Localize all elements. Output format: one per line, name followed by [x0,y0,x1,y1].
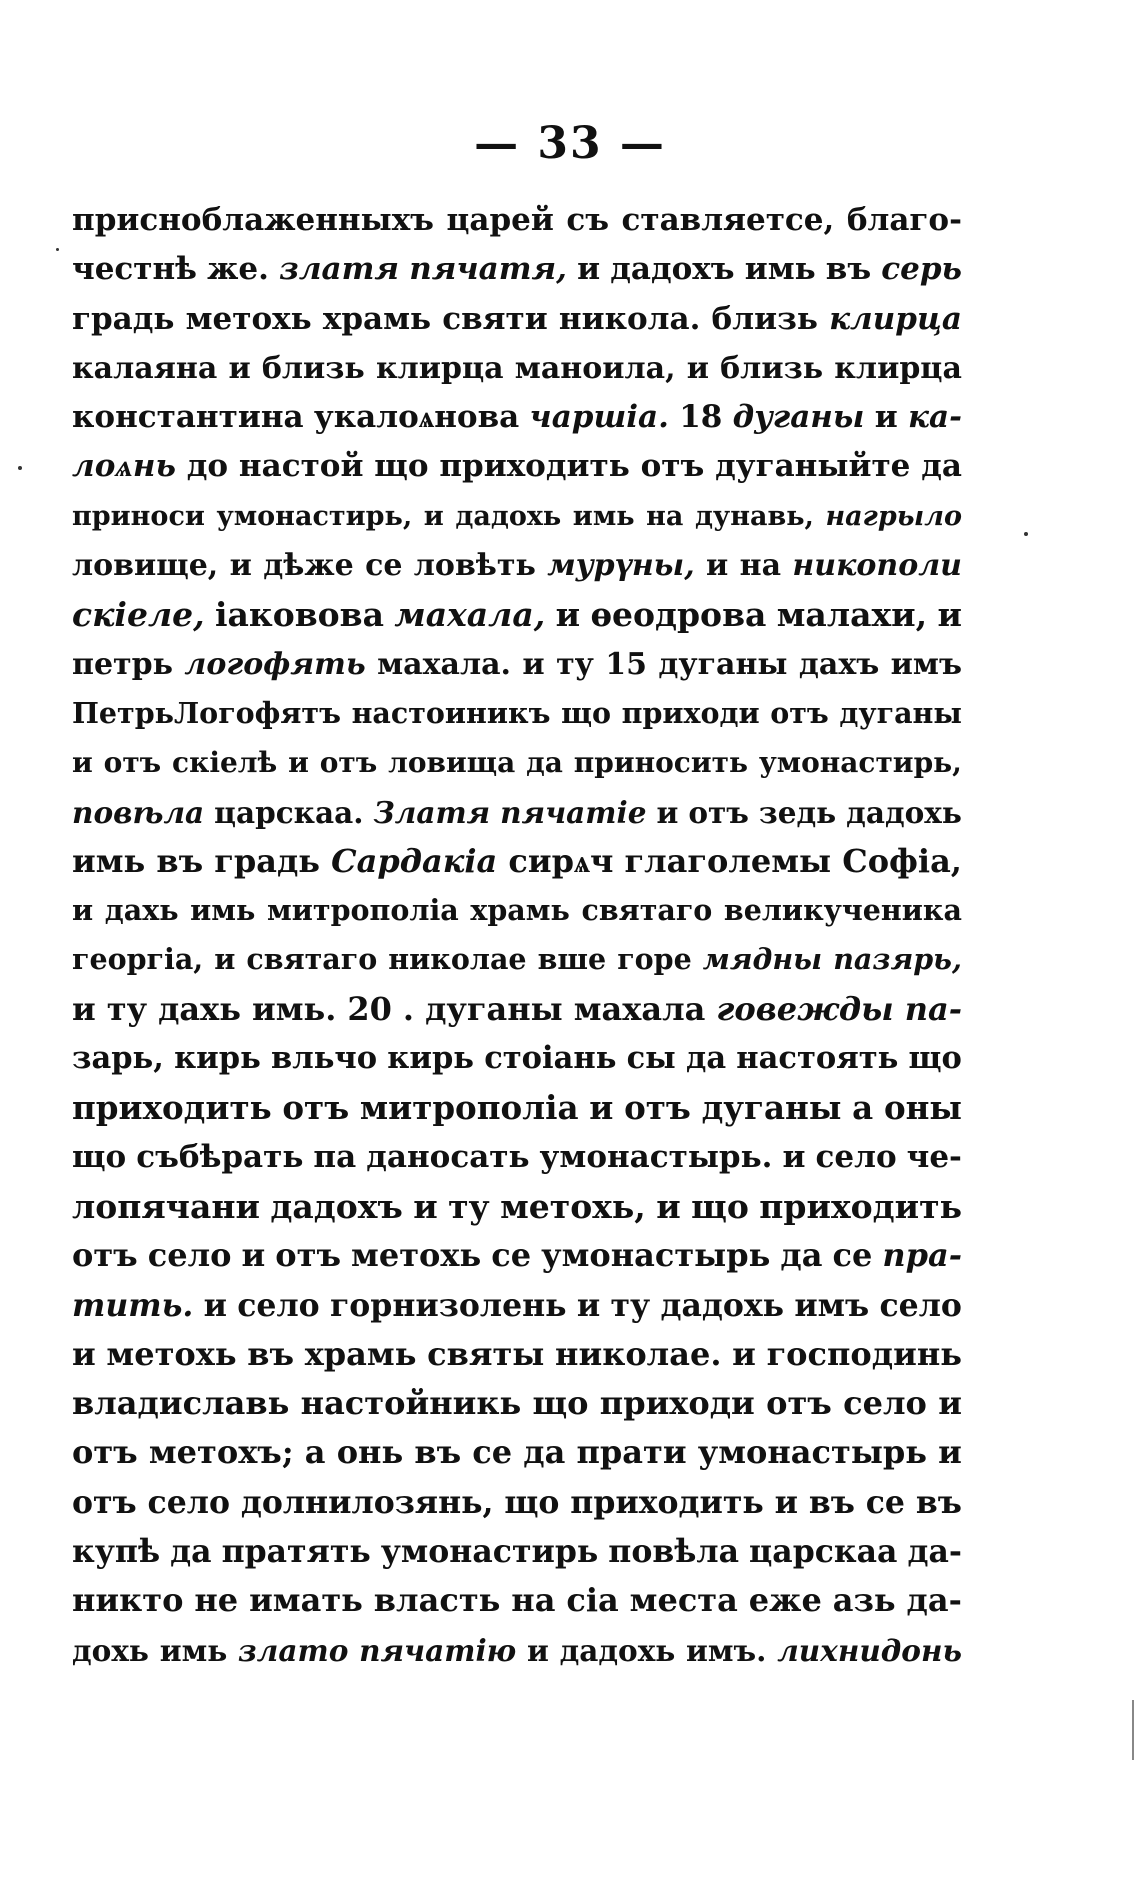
word: що [691,1186,749,1226]
word: зедь [758,794,837,830]
word: купѣ [72,1533,161,1571]
ink-speck [18,466,22,470]
word: 20 [347,989,392,1028]
word: дуганы [658,646,788,682]
word: имь [744,251,816,288]
text-line [72,344,962,393]
word: а [852,1088,874,1128]
word: село [843,1384,927,1423]
word: близь [720,350,824,386]
word: приходи [621,695,760,730]
text-line [72,1034,962,1083]
word: умонастырь [697,1433,927,1472]
word: имъ. [686,1632,767,1668]
word: горе [617,942,692,977]
word: никола. [558,300,701,337]
italic-word: злато [237,1632,349,1668]
word: отъ [688,794,749,830]
word: метохъ; [148,1433,294,1472]
word: и [656,1186,681,1226]
text-line [72,985,962,1034]
italic-word: мядны [702,942,823,977]
text-line [72,886,962,935]
word: да [921,448,962,485]
word: се [491,1236,532,1275]
word: оны [883,1088,962,1128]
word: малахи, [776,595,928,635]
word: до [186,448,229,485]
word: се [365,548,403,584]
word: близь [711,300,818,337]
word: село [237,1286,320,1324]
page-number: — 33 — [474,118,666,169]
word: дадохъ [270,1186,403,1226]
word: и [732,1334,756,1373]
word: и [72,893,94,928]
word: и [522,646,545,682]
word: вльчо [271,1040,378,1077]
text-line [72,1379,962,1428]
word: честнѣ [72,251,197,288]
text-line [72,393,962,442]
word: святаго [246,942,378,977]
word: ловѣть [413,548,536,584]
text-line [72,1182,962,1231]
word: градь [214,841,321,880]
word: умонастирь, [758,746,962,780]
text-line [72,1527,962,1576]
word: дадохъ [610,251,735,288]
word: дуганы [839,695,962,730]
word: въ [825,251,872,288]
italic-word: скiеле, [72,595,205,635]
word: въ [414,1433,462,1472]
text-line [72,1626,962,1675]
word: махала. [377,646,511,682]
word: дадохь [559,1632,676,1668]
word: и [555,595,581,635]
italic-word: лоѧнь [72,448,176,485]
word: имь [72,841,146,880]
italic-word: клирца [829,300,962,337]
word: ту [106,989,148,1028]
word: и [229,548,252,584]
text-line [72,590,962,639]
word: калаяна [72,350,218,386]
italic-word: пазярь, [833,942,962,977]
text-line [72,1231,962,1280]
word: и [214,942,236,977]
italic-word: пячатiю [359,1632,517,1668]
word: укалоѧнова [313,399,520,436]
text-line [72,640,962,689]
word: онь [336,1433,404,1472]
text-line [72,788,962,837]
word: да [685,1040,727,1077]
word: и [72,989,96,1028]
word: царскаа. [214,794,364,830]
text-line [72,1133,962,1182]
word: отъ [624,1088,691,1128]
word: лопячани [72,1186,260,1226]
word: дахъ [798,646,880,682]
word: приходить [570,1483,764,1521]
word: не [194,1581,239,1620]
word: отъ [275,1236,342,1275]
word: Софiа, [842,841,962,880]
word: горнизолень [329,1286,567,1324]
word: благо- [846,202,962,238]
italic-word: тить. [72,1286,194,1324]
body-text [72,196,962,1675]
italic-word: пра- [882,1236,962,1275]
word: градь [72,300,175,337]
word: и [288,746,309,780]
word: клирца [834,350,962,386]
word: скiелѣ [172,746,278,780]
word: великученика [723,893,962,928]
word: и [874,399,898,436]
word: приходить [72,1088,272,1128]
word: дуганы [701,1088,842,1128]
word: повѣла [608,1533,739,1571]
word: умонастырь [541,1236,771,1275]
word: власть [373,1581,501,1620]
word: сирѧч [508,841,614,880]
word: же. [207,251,269,288]
word: метохь [351,1236,482,1275]
word: и [938,1384,962,1423]
italic-word: серь [881,251,962,288]
word: и [774,1483,798,1521]
word: дахь [158,989,241,1028]
word: и [577,251,601,288]
word: сы [626,1040,676,1077]
word: . [402,989,415,1028]
word: настоять [736,1040,899,1077]
text-line [72,295,962,344]
word: приходить [439,448,630,485]
word: на [646,500,684,532]
word: и [706,548,729,584]
word: умонастырь. [539,1138,773,1175]
text-line [72,541,962,590]
word: близь [261,350,365,386]
word: даносать [366,1138,530,1175]
word: имь. [251,989,337,1028]
word: 18 [679,399,723,436]
word: ловища [388,746,516,780]
word: дадохь [455,500,562,532]
word: дунавь, [694,500,814,532]
word: и [72,1334,96,1373]
word: и [526,1632,549,1668]
word: село [147,1236,232,1275]
word: святы [427,1334,545,1373]
word: що [504,1483,560,1521]
word: ловище, [72,548,219,584]
word: прати [576,1433,687,1472]
word: и [203,1286,227,1324]
word: дуганыйте [715,448,911,485]
word: що [561,695,611,730]
text-line [72,1083,962,1132]
word: ставляетсе, [621,202,835,238]
word: iаковова [214,595,384,635]
word: дохь [72,1632,149,1668]
word: отъ [103,746,162,780]
word: глаголемы [624,841,832,880]
word: се [472,1433,513,1472]
word: азь [832,1581,896,1620]
word: въ [156,841,204,880]
word: и [782,1138,806,1175]
word: що [908,1040,962,1077]
word: село [147,1483,230,1521]
ink-speck [1024,532,1028,536]
italic-word: Златя [373,794,491,830]
word: маноила, [514,350,676,386]
word: ѳеодрова [590,595,767,635]
word: село [879,1286,962,1324]
word: дуганы [425,989,563,1028]
word: че- [906,1138,962,1175]
word: дадохь [846,794,962,830]
word: господинь [766,1334,962,1373]
italic-word: логофять [184,646,366,682]
text-line [72,442,962,491]
italic-word: никополи [792,548,962,584]
word: имъ [890,646,962,682]
word: долнилозянь, [240,1483,494,1521]
word: места [629,1581,738,1620]
word: въ [808,1483,855,1521]
word: що [374,448,429,485]
word: отъ [640,448,705,485]
word: и [413,1186,438,1226]
word: и [423,500,444,532]
ink-speck [56,248,59,251]
word: георгiа, [72,942,204,977]
text-line [72,738,962,787]
word: отъ [72,1236,138,1275]
word: дѣже [263,548,354,584]
word: и [228,350,251,386]
word: а [304,1433,326,1472]
word: дахь [104,893,179,928]
italic-word: пячатя, [409,251,567,288]
italic-word: ка- [908,399,962,436]
word: святаго [581,893,713,928]
text-line [72,492,962,541]
word: клирца [375,350,504,386]
italic-word: Сардакiа [331,841,498,880]
word: присноблаженныхъ [72,202,434,238]
word: вше [537,942,607,977]
word: що [532,1384,589,1423]
italic-word: дуганы [732,399,865,436]
word: стоiань [484,1040,617,1077]
word: святи [442,300,548,337]
word: ту [556,646,594,682]
word: еже [748,1581,822,1620]
text-line [72,689,962,738]
word: храмь [470,893,570,928]
word: зарь, [72,1040,164,1077]
word: и [937,595,962,635]
word: приноси [72,500,205,532]
word: съ [566,202,610,238]
word: метохь [106,1334,237,1373]
italic-word: повѣла [72,794,205,830]
word: да- [906,1581,962,1620]
word: да [780,1236,823,1275]
word: отъ [72,1433,138,1472]
text-line [72,1330,962,1379]
italic-word: мурүны, [547,548,695,584]
word: да [523,1433,566,1472]
text-line [72,1478,962,1527]
italic-word: махала, [394,595,546,635]
italic-word: пячатiе [500,794,647,830]
word: и [589,1088,614,1128]
word: николае. [555,1334,722,1373]
word: ту [610,1286,651,1324]
text-line [72,245,962,294]
text-line [72,1428,962,1477]
word: приносить [573,746,748,780]
word: имь [190,893,256,928]
word: отъ [282,1088,350,1128]
word: имъ [794,1286,870,1324]
word: се [865,1483,905,1521]
word: приходить [759,1186,962,1226]
text-line [72,1281,962,1330]
word: и [72,746,93,780]
word: митрополiа [267,893,459,928]
word: и [576,1286,601,1324]
word: николае [388,942,527,977]
word: отъ [72,1483,137,1521]
italic-word: златя [279,251,400,288]
word: умонастирь, [216,500,413,532]
word: никто [72,1581,184,1620]
text-line [72,837,962,886]
word: ПетрьЛогофятъ [72,695,341,730]
italic-word: лихнидонь [777,1632,962,1668]
word: царей [446,202,554,238]
word: се [832,1236,873,1275]
word: ту [448,1186,490,1226]
word: настоиникъ [351,695,551,730]
text-line [72,1576,962,1625]
word: па [313,1138,357,1175]
word: храмь [304,1334,417,1373]
word: сiа [566,1581,619,1620]
word: махала [573,989,706,1028]
word: да [170,1533,212,1571]
italic-word: нагрыло [825,500,962,532]
word: на [739,548,782,584]
word: въ [247,1334,295,1373]
word: констaнтина [72,399,304,436]
word: село [815,1138,897,1175]
word: на [511,1581,556,1620]
word: въ [915,1483,962,1521]
word: що [72,1138,127,1175]
word: и [241,1236,266,1275]
word: метохь [185,300,312,337]
text-line [72,196,962,245]
word: имать [249,1581,363,1620]
word: и [686,350,709,386]
word: да [526,746,563,780]
word: владиславь [72,1384,290,1423]
word: приходи [599,1384,755,1423]
word: петрь [72,646,173,682]
word: имь [572,500,635,532]
word: отъ [770,695,829,730]
word: имь [159,1632,228,1668]
word: метохь, [500,1186,646,1226]
word: умонастирь [380,1533,599,1571]
word: настойникь [300,1384,522,1423]
word: храмь [322,300,432,337]
word: 15 [605,646,648,682]
word: и [938,1433,962,1472]
word: пратять [221,1533,371,1571]
word: отъ [319,746,378,780]
word: кирь [174,1040,261,1077]
word: кирь [387,1040,474,1077]
word: отъ [766,1384,832,1423]
word: дадохь [660,1286,785,1324]
word: царскаа [749,1533,898,1571]
text-line [72,935,962,984]
italic-word: па- [904,989,962,1028]
word: събѣрать [136,1138,304,1175]
word: и [656,794,679,830]
italic-word: чаршiа. [529,399,669,436]
word: да- [907,1533,962,1571]
word: настой [238,448,364,485]
page-edge-mark [1132,1700,1134,1760]
italic-word: говежды [716,989,894,1028]
word: митрополiа [359,1088,579,1128]
